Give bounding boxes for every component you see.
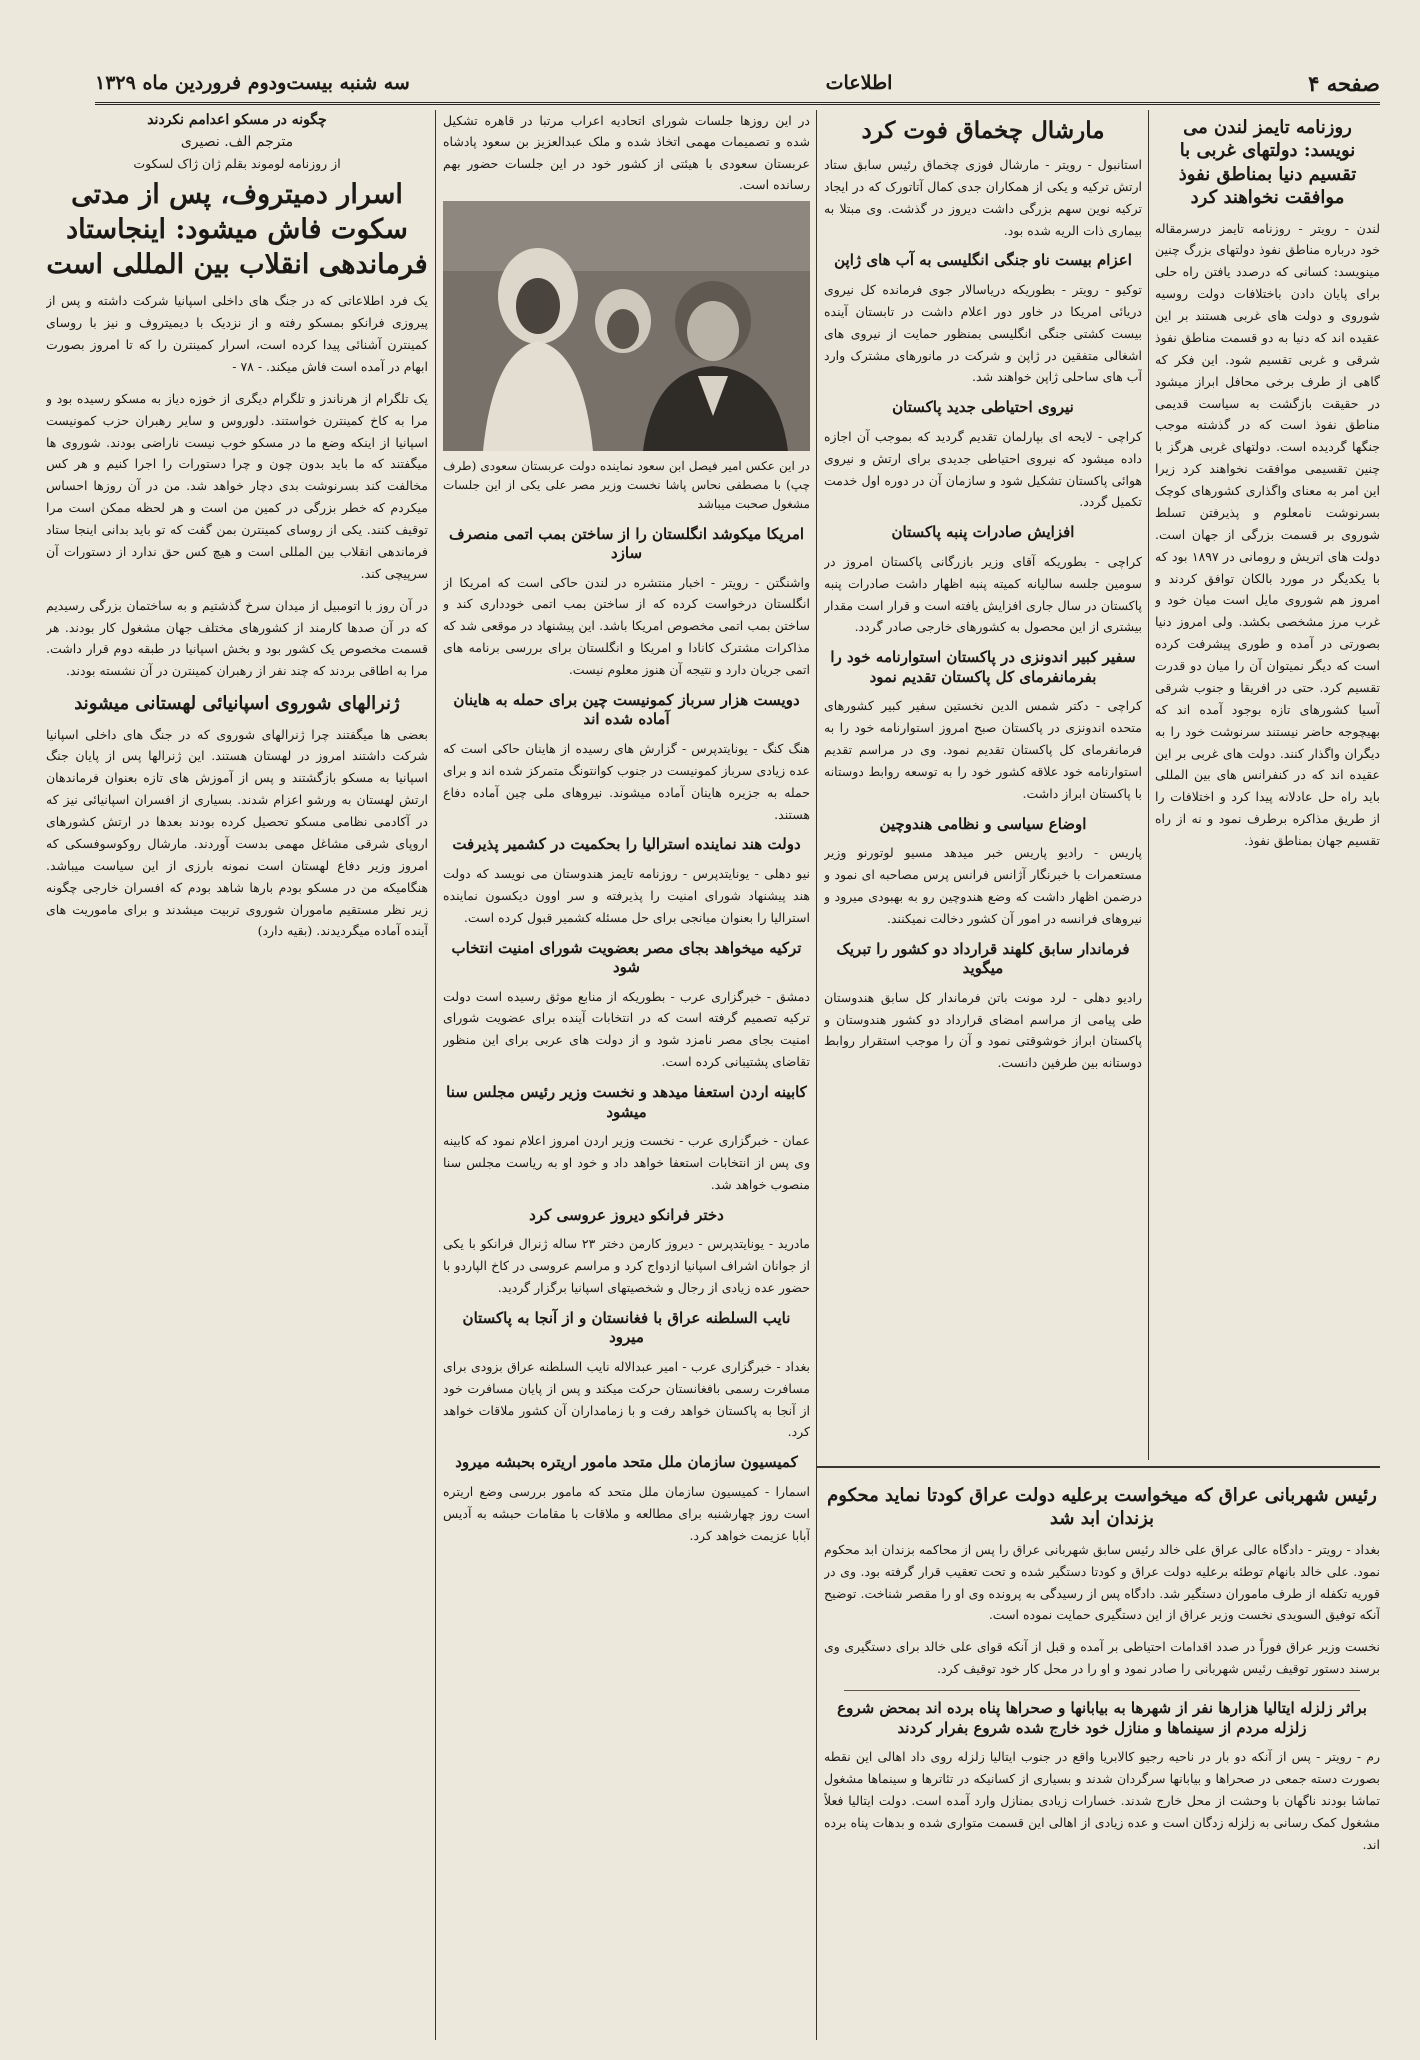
headline-british-warships: اعزام بیست ناو جنگی انگلیسی به آب های ژاپن <box>834 251 1132 270</box>
article-body: کراچی - بطوریکه آقای وزیر بازرگانی پاکستان امروز در سومین جلسه سالیانه کمیته پنبه اظهار داشت صادرات پنبه پاکستان در سال جاری افزایش یافته است و قرار است مقدار بیشتری از این محصول به کشورهای خارجی صادر گردد. <box>824 553 1142 635</box>
headline-indonesia-ambassador: سفیر کبیر اندونزی در پاکستان استوارنامه خود را بفرمانفرمای کل پاکستان تقدیم نمود <box>830 648 1136 686</box>
article-body: استانبول - رویتر - مارشال فوزی چخماق رئیس سابق ستاد ارتش ترکیه و یکی از همکاران جدی کمال آتاتورک که در ایجاد ترکیه نوین سهم بزرگی داشت دیروز در گذشت. وی مبتلا به بیماری ذات الریه شده بود. <box>824 156 1142 238</box>
headline-pakistan-reserve: نیروی احتیاطی جدید پاکستان <box>892 398 1074 417</box>
article-body: کراچی - لایحه ای بپارلمان تقدیم گردید که بموجب آن اجازه داده میشود که نیروی احتیاطی جدیدی برای ارتش و نیروی هوائی پاکستان تشکیل شود و سازمان آن در دوره اول خدمت تکمیل گردد. <box>824 428 1142 510</box>
column-rule <box>816 110 817 2040</box>
article-body: کراچی - دکتر شمس الدین نخستین سفیر کبیر کشورهای متحده اندونزی در پاکستان صبح امروز استوارنامه خود را به فرمانفرمای کل پاکستان تقدیم نمود. وی در مراسم تقدیم استوارنامه خود علاقه کشور خود را به توسعه روابط دوستانه با پاکستان ابراز داشت. <box>824 698 1142 801</box>
headline-un-eritrea: کمیسیون سازمان ملل متحد مامور اریتره بحبشه میرود <box>455 1453 798 1472</box>
article-body: مادرید - یونایتدپرس - دیروز کارمن دختر ۲۳ ساله ژنرال فرانکو با یکی از جوانان اشراف اسپانیا ازدواج کرد و مراسم عروسی در کاخ الپاردو با حضور عده زیادی از رجال و شخصیتهای اسپانیا برگزار گردید. <box>443 1236 810 1295</box>
masthead <box>95 64 1380 105</box>
article-body: بغداد - خبرگزاری عرب - امیر عبدالاله نایب السلطنه عراق بزودی برای مسافرت رسمی بافغانستان حرکت میکند و پس از پایان مسافرت خود از آنجا به پاکستان خواهد رفت و با زمامداران آن کشور ملاقات خواهد کرد. <box>443 1358 810 1440</box>
headline-marshal: مارشال چخماق فوت کرد <box>861 117 1105 144</box>
divider <box>844 1690 1360 1691</box>
column-feature <box>46 110 428 2060</box>
article-body: رم - رویتر - پس از آنکه دو بار در ناحیه رجیو کالابریا واقع در جنوب ایتالیا زلزله روی داد اهالی این نقطه بصورت دسته جمعی در صحراها و بیابانها سرگردان شدند و بسیاری از کسانیکه در تئاترها و سینماها مشغول تماشا بودند ناگهان با وحشت از محل خارج شدند. خسارات زیادی بمنازل وارد آمده است. دولت ایتالیا فعلاً مشغول کمک رسانی به زلزله زدگان است و عده زیادی از اهالی این قسمت متواری شده و بدهات پناه برده اند. <box>824 1749 1380 1852</box>
newspaper-name: اطلاعات <box>825 72 893 94</box>
headline-indochina: اوضاع سیاسی و نظامی هندوچین <box>879 814 1087 833</box>
headline: روزنامه تایمز لندن می نویسد: دولتهای غربی با تقسیم دنیا بمناطق نفوذ موافقت نخواهند کرد <box>1178 117 1357 209</box>
article-body: در آن روز با اتومبیل از میدان سرخ گذشتیم و به ساختمان بزرگی رسیدیم که در آن صدها کارمند از کشورهای مختلف جهان مشغول کار بودند. هر قسمت مخصوص یک کشور بود و بخش اسپانیا در طبقه دوم قرار داشت. مرا به اطاقی بردند که چند نفر از رهبران کمینترن در آن نشسته بودند. <box>46 597 428 679</box>
column-rule <box>1148 110 1149 1460</box>
article-body: یک فرد اطلاعاتی که در جنگ های داخلی اسپانیا شرکت داشته و پس از پیروزی فرانکو بمسکو رفته و از نزدیک با دیمیتروف و نیز با روسای کمینترن آشنائی پیدا کرده است، اسرار کمینترن را که تا امروز بصورت ابهام در آمده است فاش میکند. - ۷۸ - <box>46 293 428 374</box>
article-body: اسمارا - کمیسیون سازمان ملل متحد که مامور بررسی وضع اریتره است روز چهارشنبه برای مطالعه و ملاقات با مقامات حبشه به آدیس آبابا عزیمت خواهد کرد. <box>443 1483 810 1543</box>
column-middle <box>443 110 810 2060</box>
article-body: بعضی ها میگفتند چرا ژنرالهای شوروی که در جنگ های داخلی اسپانیا شرکت داشتند امروز در لهستان هستند. این ژنرالها پس از پایان جنگ اسپانیا به مسکو بازگشتند و پس از آموزش های تازه بعنوان فرماندهان ارتش لهستان به ورشو اعزام شدند. بسیاری از افسران اسپانیائی نیز که در آکادمی نظامی مسکو تحصیل کرده بودند بعدها در ارتش کشورهای اروپای شرقی مشاغل مهمی بدست آوردند. مارشال روکوسوفسکی که امروز وزیر دفاع لهستان است نمونه بارزی از این سیاست میباشد. هنگامیکه من در مسکو بودم بارها شاهد بودم که افسران خارجی چگونه زیر نظر مستقیم ماموران شوروی تربیت میشدند و برای ماموریت های آینده آماده میگردیدند. (بقیه دارد) <box>46 726 428 939</box>
article-body: دمشق - خبرگزاری عرب - بطوریکه از منابع موثق رسیده است دولت ترکیه تصمیم گرفته است که در انتخابات آینده برای عضویت شورای امنیت بجای مصر نامزد شود و از دولت های عربی برای این منظور تقاضای پشتیبانی کرده است. <box>443 988 810 1070</box>
article-body: توکیو - رویتر - بطوریکه دریاسالار جوی فرمانده کل نیروی دریائی امریکا در خاور دور اعلام داشت در تابستان آینده بیست کشتی جنگی انگلیسی بمنظور حمایت از نیروی های اشغالی متفقین در ژاپن و شرکت در مانورهای مشترک وارد آب های ساحلی ژاپن خواهند شد. <box>824 281 1142 385</box>
article-body: لندن - رویتر - روزنامه تایمز درسرمقاله خود درباره مناطق نفوذ دولتهای بزرگ چنین مینویسد: کسانی که درصدد یافتن راه حلی برای پایان دادن باختلافات دولت روسیه شوروی و دولت های غربی هستند بر این عقیده اند که دنیا به دو قسمت مناطق نفوذ شرقی و غربی تقسیم شود. این فکر که گاهی از طرف برخی محافل ابراز میشود در حقیقت بازگشت به سیاست قدیمی مناطق نفوذ است که در گذشته موجب جنگها گردیده است. دولتهای غربی هرگز با چنین تقسیمی موافقت نخواهند کرد زیرا این امر به معنای واگذاری کشورهای کوچک بسرنوشت نامعلوم و پذیرفتن تسلط شوروی بر قسمت بزرگی از جهان است. دولت های اتریش و رومانی در ۱۸۹۷ بود که با یکدیگر در مورد بالکان توافق کردند و امروز هم شوروی مایل است میان خود و غرب مرز مشخصی بکشد. ولی امروز دنیا بصورتی در آمده و طوری پیشرفت کرده است که دیگر نمیتوان آن را میان دو قدرت تقسیم کرد. حتی در افریقا و جنوب شرقی آسیا کشورهای تازه بوجود آمده اند که بهیچوجه حاضر نیستند سرنوشت خود را به دیگران واگذار کنند. دولت های غربی بر این عقیده اند که در کنفرانس های بین المللی باید راه حل عادلانه پیدا کرد و اختلافات را از طریق مذاکره برطرف نمود و نه از راه تقسیم جهان بمناطق نفوذ. <box>1155 220 1380 849</box>
headline-hainan: دویست هزار سرباز کمونیست چین برای حمله به هاینان آماده شده اند <box>453 690 800 729</box>
article-body: نخست وزیر عراق فوراً در صدد اقدامات احتیاطی بر آمده و قبل از آنکه قوای علی خالد برای دستگیری وی برسند دستور توقیف رئیس شهربانی را صادر نمود و او را در محل کار خود توقیف کرد. <box>824 1639 1380 1677</box>
headline-franco-daughter: دختر فرانکو دیروز عروسی کرد <box>529 1205 724 1224</box>
issue-date: سه شنبه بیست‌ودوم فروردین ماه ۱۳۲۹ <box>95 72 410 94</box>
section-rule <box>817 1466 1380 1468</box>
headline-pakistan-cotton: افزایش صادرات پنبه پاکستان <box>891 523 1075 542</box>
article-body: هنگ کنگ - یونایتدپرس - گزارش های رسیده از هاینان حاکی است که عده زیادی سرباز کمونیست در جنوب کوانتونگ متمرکز شده اند و برای حمله به جزیره هاینان آماده میشوند. نیروهای ملی چین آماده دفاع هستند. <box>443 740 810 822</box>
column-times-article <box>1155 110 1380 1460</box>
article-body: نیو دهلی - یونایتدپرس - روزنامه تایمز هندوستان می نویسد که دولت هند پیشنهاد شورای امنیت را پذیرفته و سر اوون دیکسون نماینده استرالیا را بعنوان میانجی برای حل مسئله کشمیر قبول کرده است. <box>443 865 810 925</box>
bottom-section <box>824 1478 1380 2038</box>
photo-caption: در این عکس امیر فیصل ابن سعود نماینده دولت عربستان سعودی (طرف چپ) با مصطفی نحاس پاشا نخست وزیر مصر علی یکی از این جلسات مشغول صحبت میباشد <box>443 459 810 512</box>
byline: مترجم الف. نصیری <box>180 134 294 150</box>
article-body: پاریس - رادیو پاریس خبر میدهد مسیو لوتورنو وزیر مستعمرات با خبرنگار آژانس فرانس پرس مصاحبه ای نمود و درضمن اظهار داشت که وضع هندوچین رو به بهبودی میرود و نیروهای فرانسه در امور آن کشور دخالت نمیکنند. <box>824 845 1142 926</box>
photo-image <box>443 201 810 451</box>
headline-kashmir: دولت هند نماینده استرالیا را بحکمیت در کشمیر پذیرفت <box>452 835 801 854</box>
series-title: چگونه در مسکو اعدامم نکردند <box>147 112 327 128</box>
headline-soviet-generals: ژنرالهای شوروی اسپانیائی لهستانی میشوند <box>74 693 400 715</box>
photo-intro: در این روزها جلسات شورای اتحادیه اعراب مرتبا در قاهره تشکیل شده و تصمیمات مهمی اتخاذ شده و ملک عبدالعزیز بن سعود پادشاه عربستان سعودی با هیئتی از کشور خود در این جلسات حضور بهم رسانده است. <box>443 113 810 192</box>
headline-italy-earthquake: براثر زلزله ایتالیا هزارها نفر از شهرها به بیابانها و صحراها پناه برده اند بمحض شروع زلزله مردم از سینماها و منازل خود خارج شده شروع بفرار کردند <box>837 1699 1367 1737</box>
headline-iraq-police-chief: رئیس شهربانی عراق که میخواست برعلیه دولت عراق کودتا نماید محکوم بزندان ابد شد <box>827 1485 1377 1530</box>
news-photo <box>443 201 810 451</box>
article-body: واشنگتن - رویتر - اخبار منتشره در لندن حاکی است که امریکا از انگلستان درخواست کرده که از ساختن بمب اتمی خودداری کند و ساختن بمب اتمی مخصوص امریکا باشد. این پیشنهاد در موقعی شد که مذاکرات مشترک کانادا و امریکا و انگلستان برای بررسی برنامه های اتمی جریان دارد و نتیجه آن هنوز معلوم نیست. <box>443 574 810 678</box>
article-body: یک تلگرام از هرناندز و تلگرام دیگری از خوزه دیاز به مسکو رسیده بود و مرا به کاخ کمینترن خواستند. دلوروس و سایر رهبران حزب کمونیست اسپانیا از اینکه وضع ما در مسکو خوب نیست ناراضی بودند. شوروی ها میگفتند که ما باید بدون چون و چرا دستورات را اجرا کنیم و هر کس مخالفت کند بسرنوشت بدی دچار خواهد شد. من در آن روزها احساس میکردم که خطر بزرگی در کمین من است و هر لحظه ممکن است مرا توقیف کنند. یکی از روسای کمینترن بمن گفت که تو باید بدانی اینجا ستاد فرماندهی انقلاب بین المللی است و هیچ کس حق ندارد از دستورات آن سرپیچی کند. <box>46 390 428 581</box>
headline-turkey-security-council: ترکیه میخواهد بجای مصر بعضویت شورای امنیت انتخاب شود <box>451 938 802 977</box>
page-number: صفحه ۴ <box>1308 70 1380 96</box>
column-rule <box>435 110 436 2040</box>
column-news-briefs <box>824 110 1142 1460</box>
article-body: رادیو دهلی - لرد مونت باتن فرماندار کل سابق هندوستان طی پیامی از مراسم امضای قرارداد دو کشور هندوستان و پاکستان ابراز خوشوقتی نمود و آن را موجب استقرار روابط دوستانه بین طرفین دانست. <box>824 989 1142 1071</box>
headline-iraq-regent: نایب السلطنه عراق با فغانستان و از آنجا به پاکستان میرود <box>462 1308 791 1347</box>
article-body: عمان - خبرگزاری عرب - نخست وزیر اردن امروز اعلام نمود که کابینه وی پس از انتخابات استعفا خواهد داد و خود او به ریاست مجلس سنا منصوب خواهد شد. <box>443 1133 810 1192</box>
source-line: از روزنامه لوموند بقلم ژان ژاک لسکوت <box>133 156 341 171</box>
headline-mountbatten: فرماندار سابق کلهند قرارداد دو کشور را تبریک میگوید <box>836 939 1130 978</box>
headline-jordan-cabinet: کابینه اردن استعفا میدهد و نخست وزیر رئیس مجلس سنا میشود <box>446 1083 807 1121</box>
headline-comintern: اسرار دمیتروف، پس از مدتی سکوت فاش میشود: اینجاستاد فرماندهی انقلاب بین المللی است <box>46 179 428 281</box>
article-body: بغداد - رویتر - دادگاه عالی عراق علی خالد رئیس سابق شهربانی عراق را پس از محاکمه بزندان ابد محکوم نمود. علی خالد بانهام توطئه برعلیه دولت عراق و کودتا دستگیر شده و تحت تعقیب قرار گرفته بود. وی در قوریه تکفله از طرف ماموران دستگیر شد. دادگاه پس از رسیدگی به پرونده وی او را مقصر شناخت. توضیح آنکه توفیق السویدی نخست وزیر عراق از این دستگیری حمایت نموده است. <box>824 1541 1380 1623</box>
headline-atomic-bomb: امریکا میکوشد انگلستان را از ساختن بمب اتمی منصرف سازد <box>448 524 805 563</box>
